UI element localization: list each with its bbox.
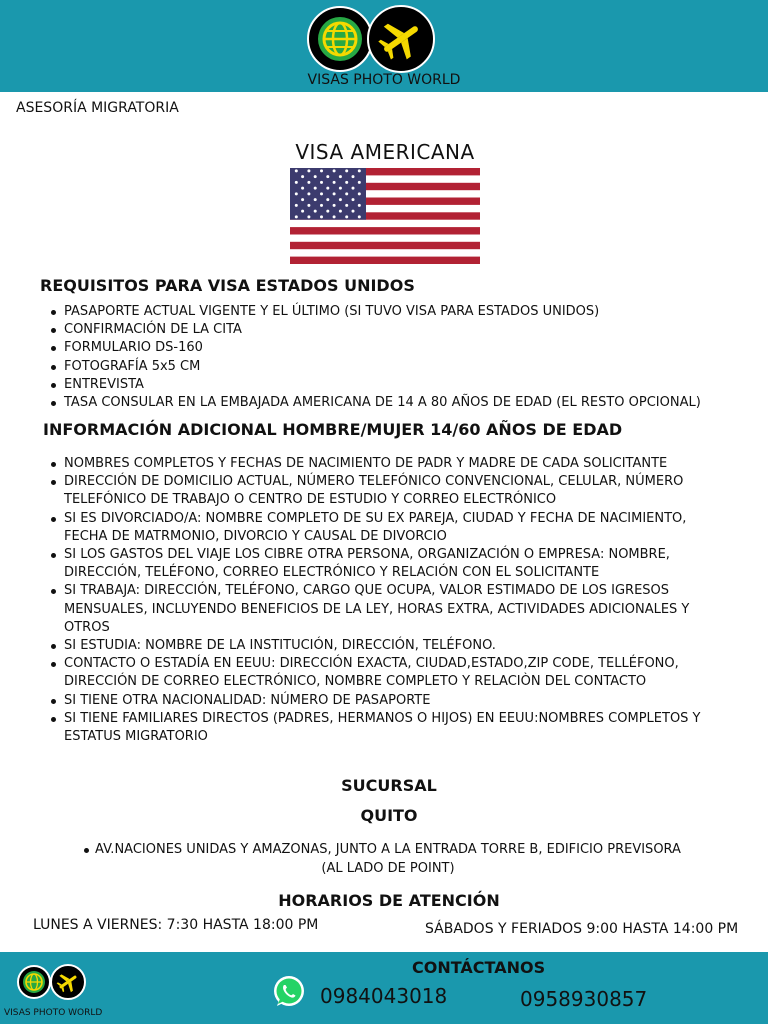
list-item: SI TIENE OTRA NACIONALIDAD: NÚMERO DE PASAPORTE	[64, 692, 724, 710]
phone-number[interactable]: 0984043018	[320, 984, 448, 1008]
address-line: (AL LADO DE POINT)	[321, 860, 455, 876]
usa-flag	[290, 168, 480, 268]
list-item: SI TRABAJA: DIRECCIÓN, TELÉFONO, CARGO QUE OCUPA, VALOR ESTIMADO DE LOS IGRESOS MENSUALES, INCLUYENDO BENEFICIOS DE LA LEY, HORAS EXTRA, ACTIVIDADES ADICIONALES Y OTROS	[64, 582, 724, 637]
additional-info-list	[16, 455, 724, 746]
list-item: SI ESTUDIA: NOMBRE DE LA INSTITUCIÓN, DIRECCIÓN, TELÉFONO.	[64, 637, 724, 655]
whatsapp-icon[interactable]	[271, 974, 307, 1014]
list-item: PASAPORTE ACTUAL VIGENTE Y EL ÚLTIMO (SI TUVO VISA PARA ESTADOS UNIDOS)	[64, 303, 768, 321]
requirements-list	[16, 303, 768, 412]
hours-weekend: SÁBADOS Y FERIADOS 9:00 HASTA 14:00 PM	[425, 921, 739, 937]
list-item: CONTACTO O ESTADÍA EN EEUU: DIRECCIÓN EXACTA, CIUDAD,ESTADO,ZIP CODE, TELLÉFONO, DIRECCIÓN DE CORREO ELECTRÓNICO, NOMBRE COMPLETO Y RELACIÒN DEL CONTACTO	[64, 655, 724, 691]
list-item: DIRECCIÓN DE DOMICILIO ACTUAL, NÚMERO TELEFÓNICO CONVENCIONAL, CELULAR, NÚMERO TELEFÓNICO DE TRABAJO O CENTRO DE ESTUDIO Y CORREO ELECTRÓNICO	[64, 473, 724, 509]
page-subtitle: ASESORÍA MIGRATORIA	[16, 100, 179, 116]
hours-heading: HORARIOS DE ATENCIÓN	[278, 891, 500, 910]
hours-weekdays: LUNES A VIERNES: 7:30 HASTA 18:00 PM	[33, 917, 319, 933]
list-item: CONFIRMACIÓN DE LA CITA	[64, 321, 768, 339]
page-title: VISA AMERICANA	[295, 140, 475, 164]
brand-name: VISAS PHOTO WORLD	[307, 72, 461, 88]
globe-icon	[17, 965, 51, 999]
list-item: FOTOGRAFÍA 5x5 CM	[64, 358, 768, 376]
phone-number[interactable]: 0958930857	[520, 987, 648, 1011]
list-item: ENTREVISTA	[64, 376, 768, 394]
contact-heading: CONTÁCTANOS	[412, 958, 546, 977]
list-item: TASA CONSULAR EN LA EMBAJADA AMERICANA DE 14 A 80 AÑOS DE EDAD (EL RESTO OPCIONAL)	[64, 394, 768, 412]
list-item: FORMULARIO DS-160	[64, 339, 768, 357]
list-item: SI TIENE FAMILIARES DIRECTOS (PADRES, HERMANOS O HIJOS) EN EEUU:NOMBRES COMPLETOS Y ESTATUS MIGRATORIO	[64, 710, 724, 746]
branch-address	[88, 841, 688, 878]
branch-heading: SUCURSAL	[341, 776, 437, 795]
list-item: SI ES DIVORCIADO/A: NOMBRE COMPLETO DE SU EX PAREJA, CIUDAD Y FECHA DE NACIMIENTO, FECHA DE MATRMONIO, DIVORCIO Y CAUSAL DE DIVORCIO	[64, 510, 724, 546]
footer-brand: VISAS PHOTO WORLD	[4, 1008, 103, 1018]
list-item: SI LOS GASTOS DEL VIAJE LOS CIBRE OTRA PERSONA, ORGANIZACIÓN O EMPRESA: NOMBRE, DIRECCIÓN, TELÉFONO, CORREO ELECTRÓNICO Y RELACIÓN CON EL SOLICITANTE	[64, 546, 724, 582]
additional-info-heading: INFORMACIÓN ADICIONAL HOMBRE/MUJER 14/60 AÑOS DE EDAD	[43, 420, 623, 439]
globe-icon	[307, 6, 373, 72]
requirements-heading: REQUISITOS PARA VISA ESTADOS UNIDOS	[40, 276, 415, 295]
airplane-icon	[367, 5, 435, 73]
airplane-icon	[50, 964, 86, 1000]
address-line: AV.NACIONES UNIDAS Y AMAZONAS, JUNTO A LA ENTRADA TORRE B, EDIFICIO PREVISORA	[95, 842, 681, 857]
list-item: NOMBRES COMPLETOS Y FECHAS DE NACIMIENTO DE PADR Y MADRE DE CADA SOLICITANTE	[64, 455, 724, 473]
branch-city: QUITO	[360, 806, 418, 825]
